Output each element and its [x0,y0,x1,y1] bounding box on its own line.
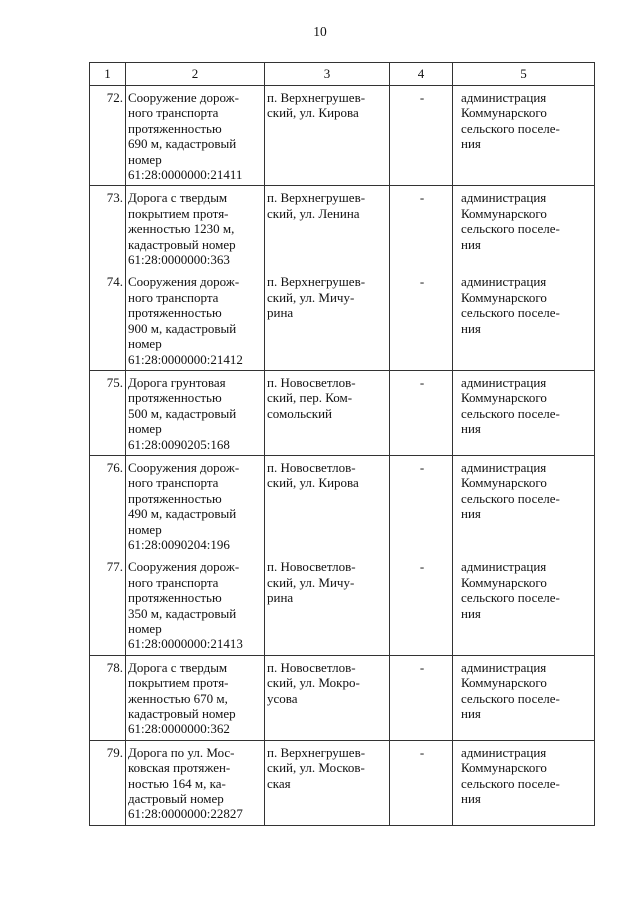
owner-line: сельского поселе- [461,775,560,791]
col4-value-line: - [419,190,425,206]
col4-value [390,555,453,655]
object-description-line: 61:28:0000000:362 [128,721,230,737]
object-description-line: 61:28:0000000:21412 [128,351,243,367]
owner [453,455,595,555]
object-description-line: Сооружение дорож- [128,90,239,105]
header-col-1: 1 [90,63,126,86]
owner [453,655,595,740]
object-description-line: протяженностью [128,120,222,136]
owner-line: Коммунарского [461,390,547,406]
location-line: рина [267,590,294,606]
owner-line: ния [461,320,481,336]
owner-line: Коммунарского [461,289,547,305]
object-description-line: Дорога грунтовая [128,374,226,390]
owner [453,370,595,455]
table-row [90,186,595,271]
row-number [90,186,126,271]
property-table [89,62,595,826]
object-description-line: Сооружения дорож- [128,459,240,475]
location [265,86,390,186]
object-description-line: 61:28:0000000:22827 [128,806,243,822]
row-number-line: 72. [106,90,123,105]
page-number: 10 [313,24,327,39]
owner [453,270,595,370]
location [265,655,390,740]
row-number-line: 75. [106,374,123,390]
object-description-line: ного транспорта [128,289,219,305]
owner-line: сельского поселе- [461,490,560,506]
object-description-line: Дорога с твердым [128,190,228,206]
owner-line: администрация [461,374,547,390]
location [265,270,390,370]
row-number-line: 77. [106,559,123,575]
header-col-2: 2 [126,63,265,86]
col4-value-line: - [419,459,425,475]
owner-line: администрация [461,659,547,675]
owner-line: ния [461,706,481,722]
location-line: п. Верхнегрушев- [267,744,366,760]
location-line: п. Верхнегрушев- [267,190,366,206]
col4-value-line: - [419,274,425,290]
owner [453,186,595,271]
object-description-line: ковская протяжен- [128,760,231,776]
row-number [90,86,126,186]
location [265,455,390,555]
location [265,555,390,655]
owner-line: Коммунарского [461,760,547,776]
object-description-line: 61:28:0000000:21411 [128,167,243,183]
object-description-line: Дорога по ул. Мос- [128,744,235,760]
object-description-line: 490 м, кадастровый [128,506,237,522]
object-description-line: кадастровый номер [128,236,236,252]
object-description [126,740,265,825]
object-description-line: номер [128,621,162,636]
location-line: ский, ул. Кирова [267,105,359,121]
table-row [90,740,595,825]
location-line: сомольский [267,405,332,421]
object-description-line: ного транспорта [128,105,219,121]
col4-value [390,186,453,271]
location-line: п. Верхнегрушев- [267,90,366,105]
col4-value-line: - [419,90,425,105]
row-number [90,270,126,370]
object-description-line: протяженностью [128,490,222,506]
owner-line: администрация [461,90,547,105]
col4-value-line: - [419,744,425,760]
object-description-line: кадастровый номер [128,706,236,722]
row-number-line: 76. [106,459,123,475]
table-row [90,370,595,455]
object-description-line: номер [128,521,162,537]
object-description-line: 690 м, кадастровый [128,136,237,152]
object-description [126,555,265,655]
owner-line: сельского поселе- [461,305,560,321]
row-number [90,740,126,825]
table-row [90,270,595,370]
owner-line: сельского поселе- [461,590,560,606]
owner-line: администрация [461,744,547,760]
table-row [90,555,595,655]
object-description-line: номер [128,421,162,437]
location-line: ский, ул. Мичу- [267,574,355,590]
col4-value [390,655,453,740]
location-line: ский, ул. Ленина [267,205,360,221]
owner [453,86,595,186]
header-col-4: 4 [390,63,453,86]
owner-line: администрация [461,459,547,475]
location-line: ский, ул. Мичу- [267,289,355,305]
owner-line: Коммунарского [461,205,547,221]
owner-line: сельского поселе- [461,405,560,421]
owner-line: ния [461,506,481,522]
owner-line: ния [461,236,481,252]
col4-value-line: - [419,659,425,675]
table-row [90,655,595,740]
row-number [90,555,126,655]
location-line: п. Новосветлов- [267,559,356,575]
owner [453,740,595,825]
owner-line: администрация [461,274,547,290]
location-line: п. Новосветлов- [267,459,356,475]
row-number-line: 79. [106,744,123,760]
col4-value [390,270,453,370]
object-description [126,270,265,370]
owner-line: сельского поселе- [461,221,560,237]
object-description-line: Дорога с твердым [128,659,228,675]
header-col-5: 5 [453,63,595,86]
col4-value [390,370,453,455]
row-number [90,370,126,455]
object-description-line: женностью 1230 м, [128,221,235,237]
col4-value [390,455,453,555]
location-line: ский, ул. Кирова [267,475,359,491]
object-description-line: 61:28:0000000:21413 [128,636,243,652]
object-description-line: протяженностью [128,305,222,321]
object-description-line: протяженностью [128,590,222,606]
row-number-line: 78. [106,659,123,675]
location-line: рина [267,305,294,321]
object-description-line: 500 м, кадастровый [128,405,237,421]
row-number [90,455,126,555]
owner-line: ния [461,605,481,621]
object-description [126,655,265,740]
row-number-line: 73. [106,190,123,206]
location [265,186,390,271]
owner-line: Коммунарского [461,675,547,691]
owner-line: сельского поселе- [461,690,560,706]
row-number-line: 74. [106,274,123,290]
owner-line: администрация [461,559,547,575]
location-line: ский, ул. Мокро- [267,675,360,691]
table-header-row [90,63,595,86]
owner-line: ния [461,791,481,807]
col4-value [390,740,453,825]
location-line: ский, пер. Ком- [267,390,353,406]
object-description [126,186,265,271]
object-description-line: покрытием протя- [128,205,229,221]
object-description-line: ного транспорта [128,574,219,590]
object-description [126,86,265,186]
location-line: п. Верхнегрушев- [267,274,366,290]
owner-line: ния [461,136,481,152]
location-line: усова [267,690,298,706]
object-description-line: ностью 164 м, ка- [128,775,226,791]
object-description-line: 900 м, кадастровый [128,320,237,336]
owner-line: Коммунарского [461,105,547,121]
owner [453,555,595,655]
object-description-line: Сооружения дорож- [128,559,240,575]
object-description-line: 61:28:0090205:168 [128,436,230,452]
table-row [90,455,595,555]
location [265,740,390,825]
table-row [90,86,595,186]
object-description-line: Сооружения дорож- [128,274,240,290]
object-description-line: номер [128,336,162,352]
owner-line: ния [461,421,481,437]
col4-value-line: - [419,374,425,390]
location [265,370,390,455]
col4-value-line: - [419,559,425,575]
owner-line: Коммунарского [461,475,547,491]
location-line: п. Новосветлов- [267,659,356,675]
object-description-line: 61:28:0090204:196 [128,536,230,552]
object-description-line: номер [128,151,162,167]
object-description-line: протяженностью [128,390,222,406]
object-description-line: дастровый номер [128,791,224,807]
owner-line: сельского поселе- [461,120,560,136]
object-description-line: 350 м, кадастровый [128,605,237,621]
object-description-line: покрытием протя- [128,675,229,691]
location-line: п. Новосветлов- [267,374,356,390]
location-line: ская [267,775,291,791]
owner-line: Коммунарского [461,574,547,590]
row-number [90,655,126,740]
object-description-line: женностью 670 м, [128,690,228,706]
object-description [126,370,265,455]
object-description-line: 61:28:0000000:363 [128,252,230,268]
col4-value [390,86,453,186]
header-col-3: 3 [265,63,390,86]
object-description-line: ного транспорта [128,475,219,491]
location-line: ский, ул. Москов- [267,760,365,776]
object-description [126,455,265,555]
owner-line: администрация [461,190,547,206]
